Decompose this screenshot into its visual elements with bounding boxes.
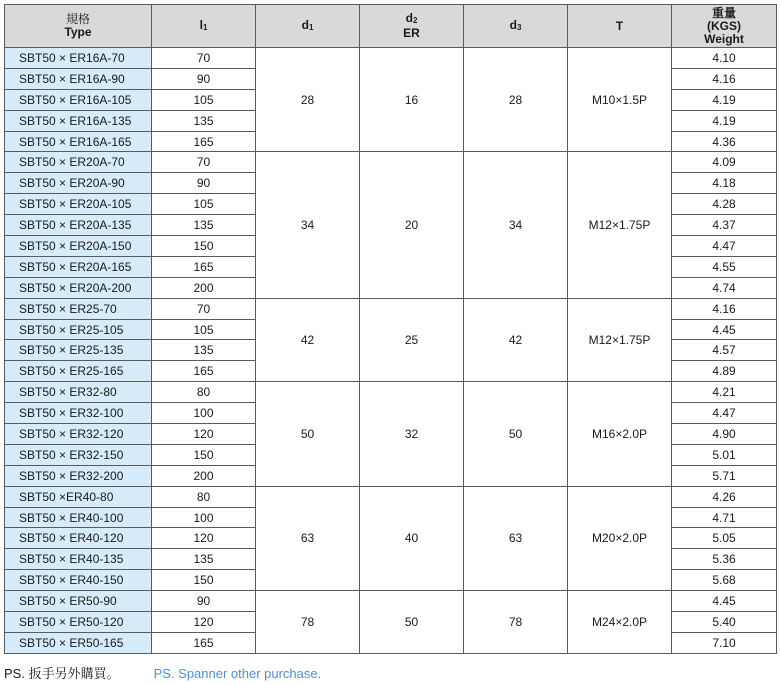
weight-cell: 4.37 xyxy=(672,215,777,236)
header-d1 xyxy=(256,5,360,48)
type-cell: SBT50 × ER25-105 xyxy=(5,319,152,340)
l1-cell: 90 xyxy=(152,591,256,612)
l1-cell: 70 xyxy=(152,152,256,173)
type-cell: SBT50 × ER16A-105 xyxy=(5,89,152,110)
table-header xyxy=(5,5,777,48)
type-cell: SBT50 × ER20A-70 xyxy=(5,152,152,173)
d3-cell: 42 xyxy=(464,298,568,382)
d1-cell: 28 xyxy=(256,48,360,152)
d3-cell: 34 xyxy=(464,152,568,298)
table-row xyxy=(5,152,777,173)
l1-cell: 135 xyxy=(152,215,256,236)
header-d3-main: d xyxy=(509,17,517,32)
weight-cell: 4.47 xyxy=(672,403,777,424)
type-cell: SBT50 × ER16A-70 xyxy=(5,48,152,69)
type-cell: SBT50 × ER50-90 xyxy=(5,591,152,612)
spec-table xyxy=(4,4,777,654)
weight-cell: 5.40 xyxy=(672,612,777,633)
weight-cell: 4.55 xyxy=(672,256,777,277)
l1-cell: 105 xyxy=(152,89,256,110)
d1-cell: 78 xyxy=(256,591,360,654)
table-row xyxy=(5,591,777,612)
d3-cell: 50 xyxy=(464,382,568,486)
l1-cell: 135 xyxy=(152,110,256,131)
weight-cell: 4.16 xyxy=(672,68,777,89)
l1-cell: 165 xyxy=(152,632,256,653)
type-cell: SBT50 × ER25-70 xyxy=(5,298,152,319)
d1-cell: 34 xyxy=(256,152,360,298)
d3-cell: 28 xyxy=(464,48,568,152)
l1-cell: 90 xyxy=(152,173,256,194)
thread-cell: M12×1.75P xyxy=(568,298,672,382)
l1-cell: 70 xyxy=(152,48,256,69)
table-body xyxy=(5,48,777,654)
header-d3 xyxy=(464,5,568,48)
weight-cell: 5.36 xyxy=(672,549,777,570)
header-weight-en: Weight xyxy=(704,31,744,46)
header-d1-main: d xyxy=(301,17,309,32)
l1-cell: 135 xyxy=(152,340,256,361)
l1-cell: 80 xyxy=(152,382,256,403)
type-cell: SBT50 × ER32-200 xyxy=(5,465,152,486)
footer-note xyxy=(4,663,321,681)
d1-cell: 50 xyxy=(256,382,360,486)
type-cell: SBT50 × ER16A-90 xyxy=(5,68,152,89)
header-weight-zh: 重量 xyxy=(711,5,736,20)
type-cell: SBT50 × ER40-120 xyxy=(5,528,152,549)
weight-cell: 4.45 xyxy=(672,591,777,612)
type-cell: SBT50 × ER20A-150 xyxy=(5,236,152,257)
header-d2 xyxy=(360,5,464,48)
d2-cell: 16 xyxy=(360,48,464,152)
l1-cell: 135 xyxy=(152,549,256,570)
type-cell: SBT50 × ER20A-200 xyxy=(5,277,152,298)
type-cell: SBT50 × ER20A-135 xyxy=(5,215,152,236)
type-cell: SBT50 × ER20A-105 xyxy=(5,194,152,215)
weight-cell: 4.09 xyxy=(672,152,777,173)
footer-note-zh: PS. 扳手另外購買。 xyxy=(4,666,120,681)
weight-cell: 5.71 xyxy=(672,465,777,486)
d2-cell: 50 xyxy=(360,591,464,654)
l1-cell: 200 xyxy=(152,465,256,486)
type-cell: SBT50 × ER40-135 xyxy=(5,549,152,570)
weight-cell: 4.16 xyxy=(672,298,777,319)
l1-cell: 105 xyxy=(152,319,256,340)
l1-cell: 90 xyxy=(152,68,256,89)
thread-cell: M20×2.0P xyxy=(568,486,672,590)
header-d2-sub: 2 xyxy=(412,16,418,25)
thread-cell: M16×2.0P xyxy=(568,382,672,486)
type-cell: SBT50 × ER32-100 xyxy=(5,403,152,424)
header-l1-sub: 1 xyxy=(202,22,208,32)
type-cell: SBT50 × ER40-150 xyxy=(5,570,152,591)
type-cell: SBT50 × ER25-135 xyxy=(5,340,152,361)
weight-cell: 4.89 xyxy=(672,361,777,382)
l1-cell: 200 xyxy=(152,277,256,298)
thread-cell: M24×2.0P xyxy=(568,591,672,654)
weight-cell: 7.10 xyxy=(672,632,777,653)
l1-cell: 80 xyxy=(152,486,256,507)
weight-cell: 4.19 xyxy=(672,89,777,110)
l1-cell: 150 xyxy=(152,444,256,465)
thread-cell: M12×1.75P xyxy=(568,152,672,298)
type-cell: SBT50 × ER20A-90 xyxy=(5,173,152,194)
weight-cell: 4.28 xyxy=(672,194,777,215)
d2-cell: 40 xyxy=(360,486,464,590)
header-type-zh: 規格 xyxy=(65,12,90,26)
type-cell: SBT50 × ER50-165 xyxy=(5,632,152,653)
type-cell: SBT50 × ER16A-165 xyxy=(5,131,152,152)
l1-cell: 165 xyxy=(152,361,256,382)
table-row xyxy=(5,298,777,319)
type-cell: SBT50 × ER32-150 xyxy=(5,444,152,465)
d3-cell: 63 xyxy=(464,486,568,590)
type-cell: SBT50 ×ER40-80 xyxy=(5,486,152,507)
type-cell: SBT50 × ER40-100 xyxy=(5,507,152,528)
l1-cell: 100 xyxy=(152,507,256,528)
type-cell: SBT50 × ER32-80 xyxy=(5,382,152,403)
header-d3-sub: 3 xyxy=(516,22,522,32)
weight-cell: 5.05 xyxy=(672,528,777,549)
weight-cell: 4.90 xyxy=(672,424,777,445)
l1-cell: 70 xyxy=(152,298,256,319)
table-row xyxy=(5,382,777,403)
d2-cell: 25 xyxy=(360,298,464,382)
type-cell: SBT50 × ER20A-165 xyxy=(5,256,152,277)
weight-cell: 4.47 xyxy=(672,236,777,257)
weight-cell: 5.01 xyxy=(672,444,777,465)
header-d2-er: ER xyxy=(403,26,420,40)
l1-cell: 150 xyxy=(152,236,256,257)
table-row xyxy=(5,486,777,507)
header-t: T xyxy=(568,5,672,48)
weight-cell: 4.19 xyxy=(672,110,777,131)
weight-cell: 5.68 xyxy=(672,570,777,591)
weight-cell: 4.18 xyxy=(672,173,777,194)
footer-note-en: PS. Spanner other purchase. xyxy=(153,666,322,681)
l1-cell: 165 xyxy=(152,131,256,152)
weight-cell: 4.57 xyxy=(672,340,777,361)
l1-cell: 120 xyxy=(152,612,256,633)
d2-cell: 20 xyxy=(360,152,464,298)
type-cell: SBT50 × ER16A-135 xyxy=(5,110,152,131)
l1-cell: 165 xyxy=(152,256,256,277)
type-cell: SBT50 × ER50-120 xyxy=(5,612,152,633)
header-weight xyxy=(672,5,777,48)
weight-cell: 4.45 xyxy=(672,319,777,340)
l1-cell: 100 xyxy=(152,403,256,424)
weight-cell: 4.21 xyxy=(672,382,777,403)
header-d1-sub: 1 xyxy=(308,22,314,32)
type-cell: SBT50 × ER32-120 xyxy=(5,424,152,445)
type-cell: SBT50 × ER25-165 xyxy=(5,361,152,382)
weight-cell: 4.26 xyxy=(672,486,777,507)
header-d2-main: d xyxy=(405,11,413,25)
header-weight-unit: (KGS) xyxy=(707,18,741,33)
weight-cell: 4.74 xyxy=(672,277,777,298)
weight-cell: 4.36 xyxy=(672,131,777,152)
header-row xyxy=(5,5,777,48)
header-type-en: Type xyxy=(64,25,92,39)
d3-cell: 78 xyxy=(464,591,568,654)
l1-cell: 120 xyxy=(152,528,256,549)
d2-cell: 32 xyxy=(360,382,464,486)
thread-cell: M10×1.5P xyxy=(568,48,672,152)
weight-cell: 4.71 xyxy=(672,507,777,528)
l1-cell: 150 xyxy=(152,570,256,591)
table-row xyxy=(5,48,777,69)
header-l1-main: l xyxy=(199,17,203,32)
d1-cell: 42 xyxy=(256,298,360,382)
d1-cell: 63 xyxy=(256,486,360,590)
l1-cell: 120 xyxy=(152,424,256,445)
header-type xyxy=(5,5,152,48)
weight-cell: 4.10 xyxy=(672,48,777,69)
header-l1 xyxy=(152,5,256,48)
l1-cell: 105 xyxy=(152,194,256,215)
